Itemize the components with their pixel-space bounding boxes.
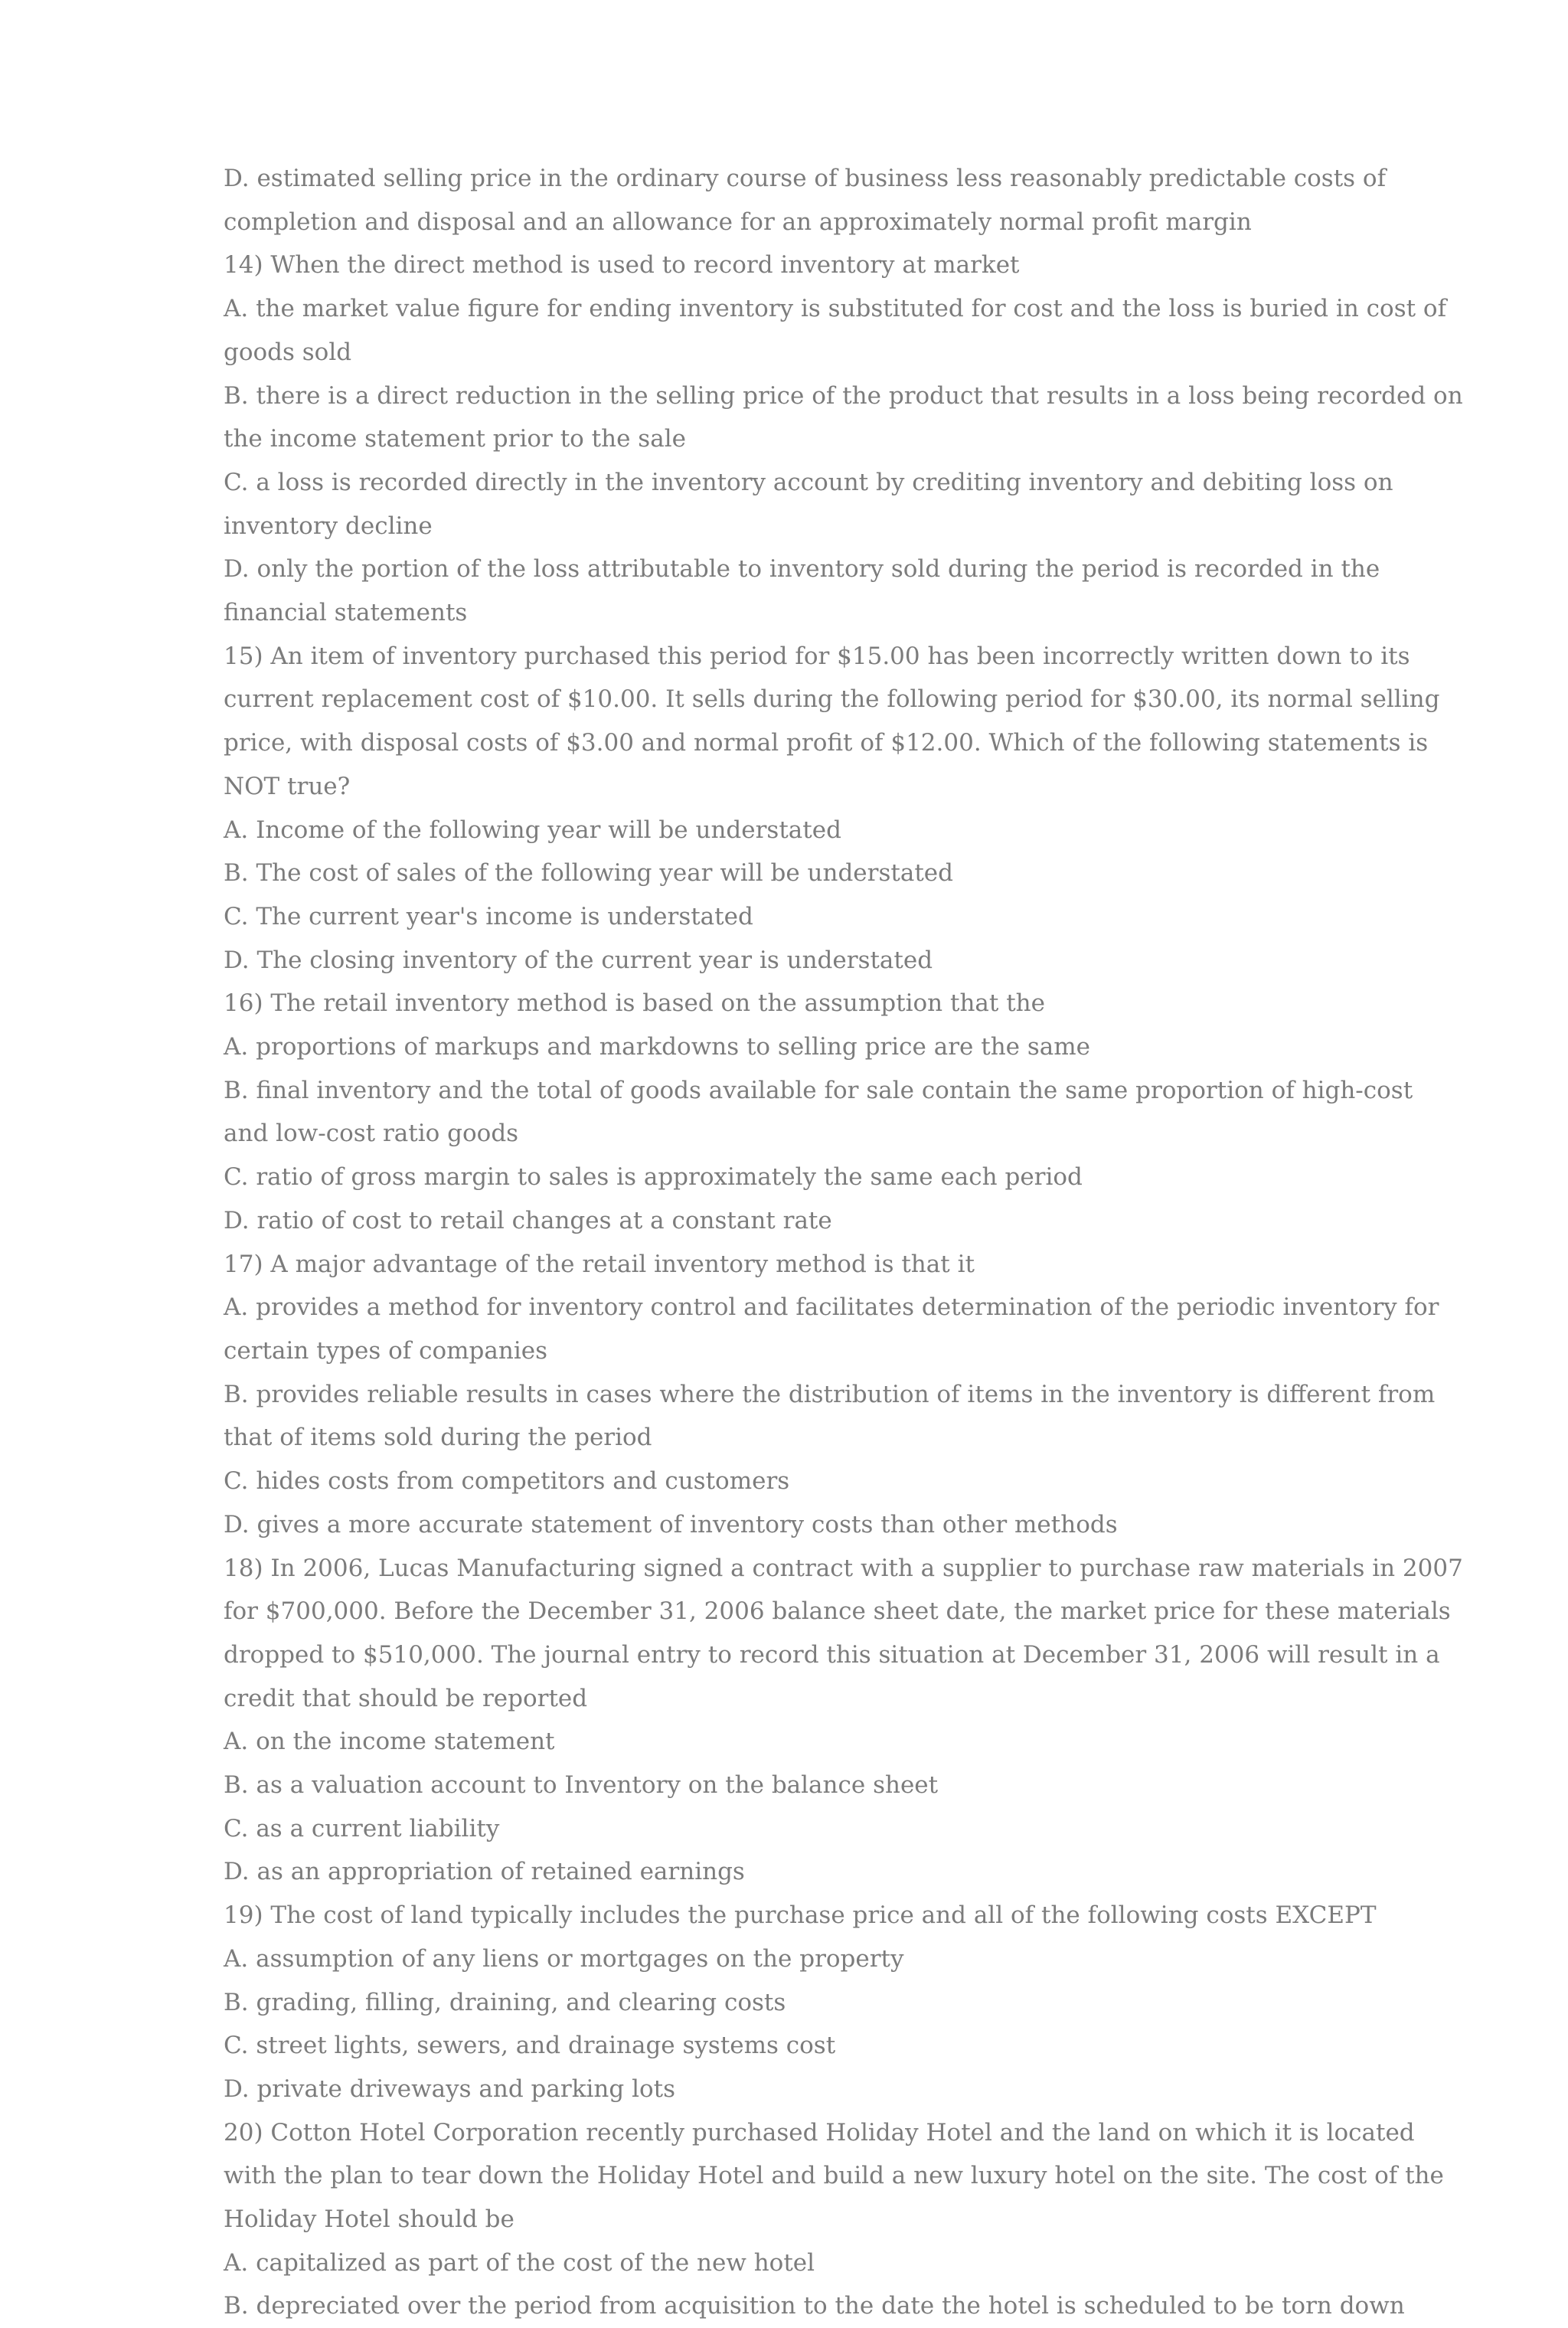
answer-option: D. as an appropriation of retained earnings — [224, 1858, 745, 1886]
question-17: 17) A major advantage of the retail inventory method is that it — [224, 1250, 975, 1278]
answer-option: D. ratio of cost to retail changes at a constant rate — [224, 1206, 832, 1234]
answer-option: B. provides reliable results in cases where the distribution of items in the inventory is different from that of items sold during the period — [224, 1380, 1436, 1452]
answer-option: D. private driveways and parking lots — [224, 2075, 676, 2103]
answer-option: C. ratio of gross margin to sales is approximately the same each period — [224, 1163, 1083, 1192]
answer-option: C. as a current liability — [224, 1814, 500, 1842]
answer-option: A. capitalized as part of the cost of the new hotel — [224, 2248, 815, 2277]
answer-option: A. Income of the following year will be understated — [224, 816, 841, 844]
question-20: 20) Cotton Hotel Corporation recently purchased Holiday Hotel and the land on which it is located with the plan to tear down the Holiday Hotel and build a new luxury hotel on the site. The cost of the Holiday Hotel should be — [224, 2118, 1444, 2234]
question-14: 14) When the direct method is used to record inventory at market — [224, 251, 1020, 280]
answer-option: C. a loss is recorded directly in the inventory account by crediting inventory and debiting loss on inventory decline — [224, 468, 1393, 540]
answer-option: C. hides costs from competitors and customers — [224, 1467, 790, 1496]
answer-option: B. there is a direct reduction in the selling price of the product that results in a loss being recorded on the income statement prior to the sale — [224, 381, 1463, 453]
answer-option: D. estimated selling price in the ordinary course of business less reasonably predictable costs of completion and disposal and an allowance for an approximately normal profit margin — [224, 165, 1387, 236]
question-19: 19) The cost of land typically includes the purchase price and all of the following costs EXCEPT — [224, 1901, 1377, 1930]
question-16: 16) The retail inventory method is based on the assumption that the — [224, 989, 1045, 1018]
answer-option: D. gives a more accurate statement of inventory costs than other methods — [224, 1510, 1118, 1538]
answer-option: B. as a valuation account to Inventory on the balance sheet — [224, 1771, 939, 1800]
document-body — [224, 157, 1464, 2328]
answer-option: B. final inventory and the total of goods available for sale contain the same proportion of high-cost and low-cost ratio goods — [224, 1076, 1413, 1148]
answer-option: A. provides a method for inventory control and facilitates determination of the periodic inventory for certain types of companies — [224, 1293, 1439, 1365]
answer-option: D. The closing inventory of the current year is understated — [224, 946, 933, 974]
question-18: 18) In 2006, Lucas Manufacturing signed a contract with a supplier to purchase raw materials in 2007 for $700,000. Before the December 31, 2006 balance sheet date, the market price for these materials dropped to $510,000. The journal entry to record this situation at December 31, 2006 will result in a credit that should be reported — [224, 1554, 1463, 1712]
answer-option: B. grading, filling, draining, and clearing costs — [224, 1988, 786, 2016]
answer-option: C. The current year's income is understated — [224, 902, 753, 930]
answer-option: A. proportions of markups and markdowns to selling price are the same — [224, 1033, 1090, 1061]
answer-option: A. the market value figure for ending inventory is substituted for cost and the loss is buried in cost of goods sold — [224, 295, 1447, 366]
answer-option: D. only the portion of the loss attributable to inventory sold during the period is recorded in the financial statements — [224, 555, 1380, 627]
answer-option: A. on the income statement — [224, 1728, 555, 1756]
answer-option: B. depreciated over the period from acquisition to the date the hotel is scheduled to be torn down — [224, 2292, 1405, 2320]
answer-option: B. The cost of sales of the following year will be understated — [224, 859, 953, 888]
answer-option: C. street lights, sewers, and drainage systems cost — [224, 2032, 836, 2060]
answer-option: A. assumption of any liens or mortgages on the property — [224, 1944, 904, 1973]
question-15: 15) An item of inventory purchased this period for $15.00 has been incorrectly written down to its current replacement cost of $10.00. It sells during the following period for $30.00, its normal selling price, with disposal costs of $3.00 and normal profit of $12.00. Which of the following statements is NOT true? — [224, 642, 1440, 800]
